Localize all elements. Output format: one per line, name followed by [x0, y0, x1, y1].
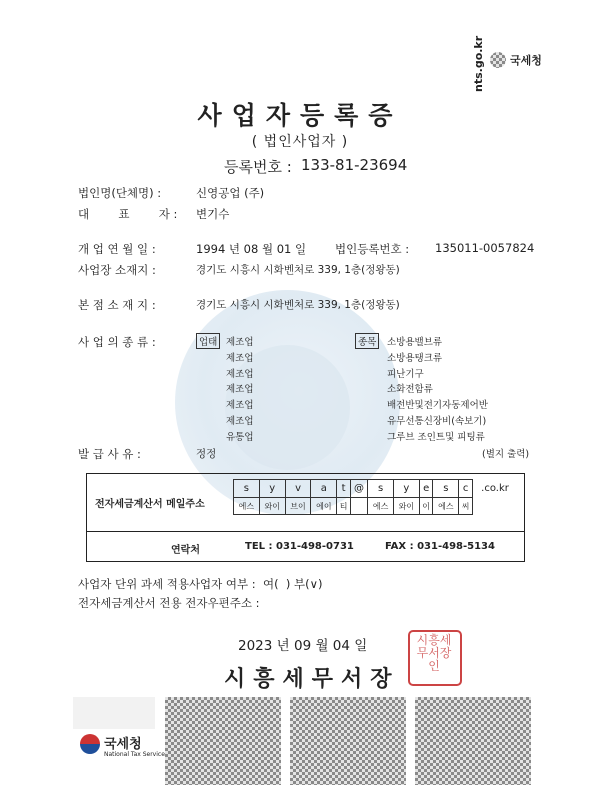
business-item: 배전반및전기자동제어반 [387, 400, 488, 412]
email-reading [350, 498, 367, 515]
email-char: s [433, 480, 459, 498]
upte-tag: 업태 [196, 333, 220, 349]
email-contact-box [86, 473, 525, 562]
email-reading: 와이 [393, 498, 419, 515]
contact-label: 연락처 [171, 545, 200, 556]
email-char-table [233, 479, 518, 515]
biz-type-label: 사 업 의 종 류 : [78, 335, 156, 349]
hq-addr-label: 본 점 소 재 지 : [78, 298, 156, 312]
official-seal [408, 630, 462, 686]
business-item: 유무선통신장비(속보기) [387, 415, 487, 427]
email-char: s [234, 480, 260, 498]
barcode-block [290, 697, 406, 785]
tel-value: TEL : 031-498-0731 [245, 541, 354, 552]
email-reading: 에스 [433, 498, 459, 515]
email-label: 전자세금계산서 메일주소 [95, 499, 205, 510]
business-type: 제조업 [226, 337, 254, 348]
email-reading: 브이 [285, 498, 311, 515]
business-type: 제조업 [226, 368, 254, 380]
barcode-block [165, 697, 281, 785]
ceo-value: 변기수 [196, 207, 230, 221]
business-type: 제조업 [226, 400, 254, 412]
email-char: t [337, 480, 351, 498]
header-site-text: nts.go.kr [472, 35, 485, 92]
email-char: y [393, 480, 419, 498]
business-item: 소화전함류 [387, 384, 433, 396]
business-type: 유통업 [226, 431, 254, 443]
jongmok-tag: 종목 [355, 333, 379, 349]
business-type: 제조업 [226, 352, 254, 364]
reg-no-value: 133-81-23694 [301, 156, 408, 174]
business-item: 그루브 조인트및 피팅류 [387, 431, 485, 443]
attachment-note: (별지 출력) [482, 449, 530, 460]
email-char: s [368, 480, 394, 498]
taegeuk-icon [80, 734, 100, 754]
unit-tax-line: 사업자 단위 과세 적용사업자 여부 : 여( ) 부(∨) [78, 577, 323, 591]
document-title: 사업자등록증 [197, 101, 403, 130]
header-logo-text: 국세청 [510, 54, 542, 67]
email-char: a [311, 480, 337, 498]
corp-name-label: 법인명(단체명) : [78, 186, 162, 200]
email-char: c [459, 480, 473, 498]
bottom-logo-sub: National Tax Service [104, 751, 165, 758]
bottom-logo-name: 국세청 [104, 737, 142, 752]
corp-reg-value: 135011-0057824 [435, 241, 535, 255]
email-reading: 티 [337, 498, 351, 515]
ceo-label: 대 표 자 : [78, 207, 178, 221]
open-date-value: 1994 년 08 월 01 일 [196, 242, 307, 256]
bottom-code-small [73, 697, 155, 729]
issue-reason-value: 정정 [196, 448, 217, 460]
business-type: 제조업 [226, 415, 254, 427]
email-char: @ [350, 480, 367, 498]
email-reading: 이 [419, 498, 433, 515]
business-type-list [226, 334, 254, 445]
corp-reg-label: 법인등록번호 : [335, 242, 410, 256]
corp-name-value: 신영공업 (주) [196, 186, 265, 200]
email-char: v [285, 480, 311, 498]
business-type: 제조업 [226, 384, 254, 396]
business-item-list [387, 334, 488, 445]
email-char: e [419, 480, 433, 498]
biz-addr-label: 사업장 소재지 : [78, 263, 156, 277]
office-name: 시흥세무서장 [224, 667, 400, 692]
open-date-label: 개 업 연 월 일 : [78, 242, 156, 256]
email-domain: .co.kr [481, 483, 509, 494]
email-reading: 에스 [368, 498, 394, 515]
email-reading: 에스 [234, 498, 260, 515]
email-postal-line: 전자세금계산서 전용 전자우편주소 : [78, 596, 260, 610]
email-reading: 에이 [311, 498, 337, 515]
business-item: 피난기구 [387, 368, 424, 380]
email-reading: 씨 [459, 498, 473, 515]
issue-reason-label: 발 급 사 유 : [78, 447, 141, 461]
email-reading [472, 498, 517, 515]
document-subtitle: ( 법인사업자 ) [251, 134, 349, 150]
reg-no-label: 등록번호 : [224, 158, 292, 176]
taegeuk-icon [490, 52, 506, 68]
issue-date: 2023 년 09 월 04 일 [238, 638, 368, 654]
business-item: 소방용밸브류 [387, 337, 443, 348]
contact-divider [87, 531, 524, 532]
email-reading: 와이 [259, 498, 285, 515]
business-item: 소방용탱크류 [387, 352, 443, 364]
hq-addr-value: 경기도 시흥시 시화벤처로 339, 1층(정왕동) [196, 299, 400, 311]
seal-text: 시흥세무서장인 [416, 633, 452, 673]
biz-addr-value: 경기도 시흥시 시화벤처로 339, 1층(정왕동) [196, 264, 400, 276]
barcode-block [415, 697, 531, 785]
fax-value: FAX : 031-498-5134 [385, 541, 495, 552]
nts-header-logo [472, 35, 560, 104]
email-char: y [259, 480, 285, 498]
